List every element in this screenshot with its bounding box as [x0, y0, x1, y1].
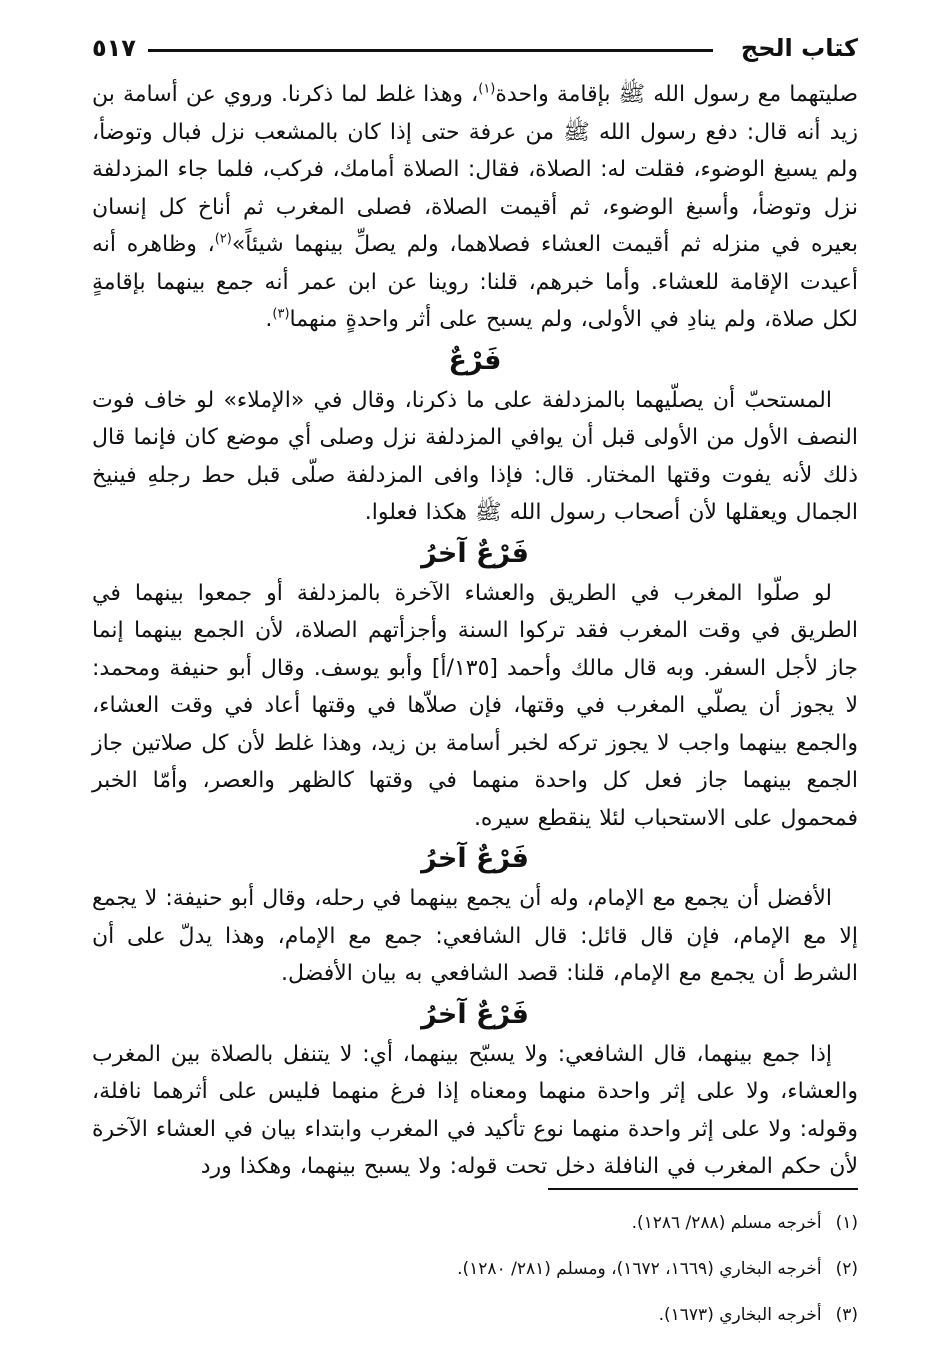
footnote-number: (٢): [835, 1259, 858, 1279]
paragraph-1: صليتهما مع رسول الله ﷺ بإقامة واحدة$^{(١)}$، وهذا غلط لما ذكرنا. وروي عن أسامة بن زيد أنه قال: دفع رسول الله ﷺ من عرفة حتى إذا كان بالمشعب نزل فبال وتوضأ، ولم يسبغ الوضوء، فقلت له: الصلاة، فقال: الصلاة أمامك، فركب، فلما جاء المزدلفة نزل وتوضأ، وأسبغ الوضوء، ثم أقيمت الصلاة، فصلى المغرب ثم أناخ كل إنسان بعيره في منزله ثم أقيمت العشاء فصلاهما، ولم يصلِّ بينهما شيئاً»$^{(٢)}$، وظاهره أنه أعيدت الإقامة للعشاء. وأما خبرهم، قلنا: روينا عن ابن عمر أنه جمع بينهما بإقامةٍ لكل صلاة، ولم ينادِ في الأولى، ولم يسبح على أثر واحدةٍ منهما$^{(٣)}$.: [92, 81, 858, 332]
header-rule: [148, 49, 713, 52]
paragraph-2: المستحبّ أن يصلّيهما بالمزدلفة على ما ذكرنا، وقال في «الإملاء» لو خاف فوت النصف الأول من الأولى قبل أن يوافي المزدلفة نزل وصلى أي موضع كان فإنما قال ذلك لأنه يفوت وقتها المختار. قال: فإذا وافى المزدلفة صلّى قبل حط رجلهِ فينيخ الجمال ويعقلها لأن أصحاب رسول الله ﷺ هكذا فعلوا.: [92, 387, 858, 525]
footnotes: [92, 1200, 858, 1338]
footnote-ref-1: (١): [478, 81, 496, 97]
paragraph-3: لو صلّوا المغرب في الطريق والعشاء الآخرة بالمزدلفة أو جمعوا بينهما في الطريق في وقت المغرب فقد تركوا السنة وأجزأتهم الصلاة، لأن الجمع بينهما إنما جاز لأجل السفر. وبه قال مالك وأحمد [١٣٥/أ] وأبو يوسف. وقال أبو حنيفة ومحمد: لا يجوز أن يصلّي المغرب في وقتها، فإن صلاّها في وقتها أعاد في وقت العشاء، والجمع بينهما واجب لا يجوز تركه لخبر أسامة بن زيد، وهذا غلط لأن كل صلاتين جاز الجمع بينهما جاز فعل كل واحدة منهما في وقتها كالظهر والعصر، وأمّا الخبر فمحمول على الاستحباب لئلا ينقطع سيره.: [92, 580, 858, 831]
section-heading-2: فَرْعٌ آخرُ: [421, 537, 529, 569]
footnote-3: [92, 1292, 858, 1338]
footnote-ref-2: (٢): [214, 231, 232, 247]
section-heading-4: فَرْعٌ آخرُ: [421, 998, 529, 1030]
main-text: [92, 76, 858, 1186]
footnote-2: [92, 1246, 858, 1292]
footnote-separator: [548, 1188, 858, 1190]
footnote-text: أخرجه مسلم (٢٨٨/ ١٢٨٦).: [631, 1213, 822, 1233]
page-header: [92, 30, 858, 70]
footnote-number: (٣): [835, 1305, 858, 1325]
footnote-ref-3: (٣): [272, 306, 290, 322]
footnote-1: [92, 1200, 858, 1246]
book-title: كتاب الحج: [740, 34, 858, 62]
footnote-text: أخرجه البخاري (١٦٦٩، ١٦٧٢)، ومسلم (٢٨١/ ١٢٨٠).: [457, 1259, 822, 1279]
paragraph-5: إذا جمع بينهما، قال الشافعي: ولا يسبّح بينهما، أي: لا يتنفل بالصلاة بين المغرب والعشاء، ولا على إثر واحدة منهما ومعناه إذا فرغ منهما فليس على أثرهما نافلة، وقوله: ولا على إثر واحدة منهما نوع تأكيد في المغرب وابتداء بيان في العشاء الآخرة لأن حكم المغرب في النافلة دخل تحت قوله: ولا يسبح بينهما، وهكذا ورد: [92, 1041, 858, 1179]
footnote-number: (١): [835, 1213, 858, 1233]
page-number: ٥١٧: [92, 34, 136, 62]
paragraph-4: الأفضل أن يجمع مع الإمام، وله أن يجمع بينهما في رحله، وقال أبو حنيفة: لا يجمع إلا مع الإمام، فإن قال قائل: قال الشافعي: جمع مع الإمام، وهذا يدلّ على أن الشرط أن يجمع مع الإمام، قلنا: قصد الشافعي به بيان الأفضل.: [92, 886, 858, 986]
section-heading-1: فَرْعٌ: [448, 344, 502, 376]
footnote-text: أخرجه البخاري (١٦٧٣).: [658, 1305, 822, 1325]
section-heading-3: فَرْعٌ آخرُ: [421, 843, 529, 874]
